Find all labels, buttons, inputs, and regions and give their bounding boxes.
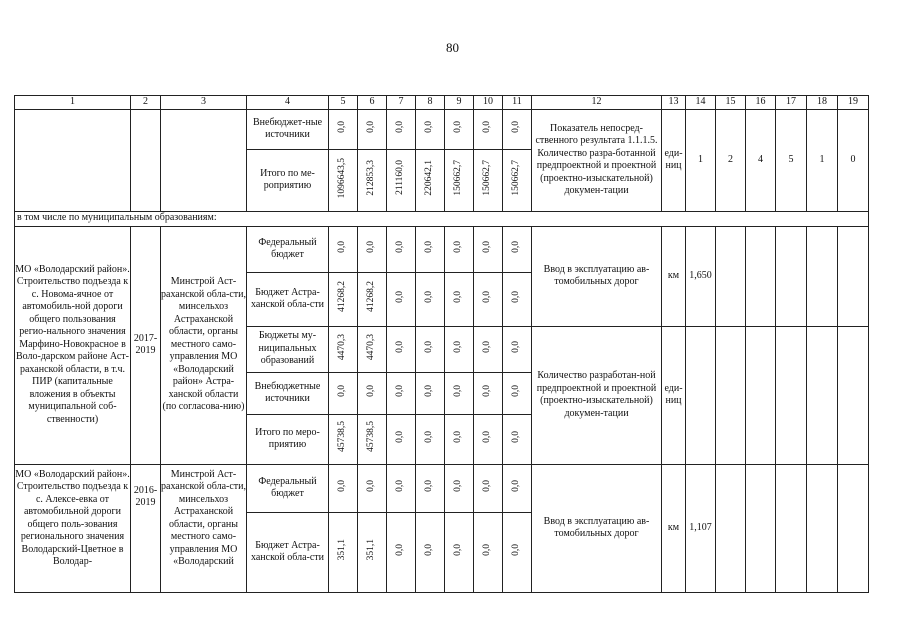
value-cell: 351,1 [329,512,358,592]
unit-cell: еди-ниц [662,326,686,464]
col-header: 2 [131,96,161,110]
object-cell: МО «Володарский район». Строительство подъезда к с. Новома-ячное от автомобиль-ной дороги общего пользования регио-нального значения Марфино-Новокрасное в Воло-дарском районе Аст-раханской области, в т.ч. ПИР (капитальные вложения в объекты муниципальной соб-ственности) [15,226,131,464]
col-header: 5 [329,96,358,110]
empty-cell [838,464,869,592]
value-cell: 0,0 [503,272,532,326]
value-cell: 0,0 [474,226,503,272]
value-cell: 0,0 [416,372,445,414]
indicator-cell: Количество разработан-ной предпроектной и проектной (проектно-изыскательной) докумен-тации [532,326,662,464]
source-cell: Внебюджетные источники [247,372,329,414]
empty-cell [807,226,838,326]
table-row [15,464,869,512]
value-cell: 45738,5 [329,414,358,464]
target-cell: 1 [807,109,838,211]
col-header: 14 [686,96,716,110]
table-row [15,226,869,272]
empty-cell [838,226,869,326]
value-cell: 0,0 [358,372,387,414]
value-cell: 0,0 [387,464,416,512]
value-cell: 41268,2 [329,272,358,326]
value-cell: 0,0 [445,109,474,149]
unit-cell: км [662,226,686,326]
value-cell: 0,0 [387,414,416,464]
value-cell: 0,0 [329,464,358,512]
value-cell: 4470,3 [358,326,387,372]
value-cell: 0,0 [329,372,358,414]
empty-cell [776,226,807,326]
value-cell: 0,0 [474,109,503,149]
empty-cell [746,326,776,464]
value-cell: 351,1 [358,512,387,592]
value-cell: 0,0 [416,109,445,149]
empty-cell [716,326,746,464]
unit-cell: км [662,464,686,592]
col-header: 7 [387,96,416,110]
indicator-cell: Ввод в эксплуатацию ав-томобильных дорог [532,464,662,592]
col-header: 1 [15,96,131,110]
source-cell: Бюджеты му-ниципальных образований [247,326,329,372]
value-cell: 0,0 [358,464,387,512]
value-cell: 220642,1 [416,149,445,211]
source-cell: Бюджет Астра-ханской обла-сти [247,512,329,592]
value-cell: 0,0 [503,109,532,149]
value-cell: 0,0 [329,226,358,272]
target-cell: 1,650 [686,226,716,326]
value-cell: 0,0 [503,372,532,414]
value-cell: 0,0 [474,272,503,326]
value-cell: 0,0 [416,272,445,326]
value-cell: 0,0 [445,272,474,326]
years-cell: 2016-2019 [131,464,161,592]
empty-cell [807,464,838,592]
years-cell: 2017-2019 [131,226,161,464]
col-header: 15 [716,96,746,110]
empty-cell [746,464,776,592]
empty-cell [686,326,716,464]
value-cell: 0,0 [503,226,532,272]
empty-cell [716,464,746,592]
source-cell: Внебюджет-ные источники [247,109,329,149]
value-cell: 0,0 [474,464,503,512]
section-label-row [15,211,869,226]
col-header: 6 [358,96,387,110]
indicator-cell: Ввод в эксплуатацию ав-томобильных дорог [532,226,662,326]
value-cell: 212853,3 [358,149,387,211]
target-cell: 0 [838,109,869,211]
target-cell: 5 [776,109,807,211]
value-cell: 0,0 [474,372,503,414]
target-cell: 2 [716,109,746,211]
col-header: 18 [807,96,838,110]
executor-cell: Минстрой Аст-раханской обла-сти, минсельхоз Астраханской области, органы местного само-управления МО «Володарский район» Астра-ханской области (по согласова-нию) [161,226,247,464]
value-cell: 0,0 [416,512,445,592]
value-cell: 0,0 [503,326,532,372]
value-cell: 0,0 [503,512,532,592]
value-cell: 4470,3 [329,326,358,372]
value-cell: 150662,7 [445,149,474,211]
col-header: 11 [503,96,532,110]
empty-cell [838,326,869,464]
value-cell: 211160,0 [387,149,416,211]
municipal-label: в том числе по муниципальным образованиям: [15,211,869,226]
indicator-cell: Показатель непосред-ственного результата 1.1.1.5. Количество разра-ботанной предпроектной и проектной (проектно-изыскательной) докумен-тации [532,109,662,211]
target-cell: 1 [686,109,716,211]
empty-cell [161,109,247,211]
source-cell: Итого по ме-роприятию [247,149,329,211]
executor-cell: Минстрой Аст-раханской обла-сти, минсельхоз Астраханской области, органы местного само-управления МО «Володарский [161,464,247,592]
source-cell: Бюджет Астра-ханской обла-сти [247,272,329,326]
unit-cell: еди-ниц [662,109,686,211]
page-number: 80 [446,40,459,55]
col-header: 12 [532,96,662,110]
empty-cell [776,464,807,592]
empty-cell [776,326,807,464]
object-cell: МО «Володарский район». Строительство подъезда к с. Алексе-евка от автомобильной дороги общего поль-зования регионального значения Володарский-Цветное в Володар- [15,464,131,592]
value-cell: 0,0 [416,414,445,464]
value-cell: 0,0 [387,109,416,149]
value-cell: 0,0 [474,326,503,372]
value-cell: 0,0 [387,226,416,272]
value-cell: 0,0 [387,326,416,372]
empty-cell [746,226,776,326]
col-header: 10 [474,96,503,110]
value-cell: 0,0 [416,226,445,272]
source-cell: Итого по меро-приятию [247,414,329,464]
value-cell: 0,0 [358,109,387,149]
value-cell: 0,0 [445,372,474,414]
value-cell: 0,0 [416,326,445,372]
source-cell: Федеральный бюджет [247,464,329,512]
col-header: 19 [838,96,869,110]
value-cell: 0,0 [387,372,416,414]
value-cell: 0,0 [387,512,416,592]
target-cell: 4 [746,109,776,211]
target-cell: 1,107 [686,464,716,592]
value-cell: 0,0 [445,512,474,592]
budget-table [14,95,869,593]
value-cell: 0,0 [445,414,474,464]
empty-cell [807,326,838,464]
col-header: 3 [161,96,247,110]
empty-cell [15,109,131,211]
col-header: 17 [776,96,807,110]
value-cell: 0,0 [474,414,503,464]
value-cell: 0,0 [445,326,474,372]
value-cell: 0,0 [416,464,445,512]
value-cell: 0,0 [503,464,532,512]
value-cell: 150662,7 [503,149,532,211]
col-header: 8 [416,96,445,110]
value-cell: 0,0 [474,512,503,592]
empty-cell [716,226,746,326]
table-row [15,109,869,149]
col-header: 9 [445,96,474,110]
value-cell: 41268,2 [358,272,387,326]
col-header: 4 [247,96,329,110]
value-cell: 0,0 [387,272,416,326]
value-cell: 0,0 [503,414,532,464]
value-cell: 0,0 [358,226,387,272]
col-header: 16 [746,96,776,110]
value-cell: 45738,5 [358,414,387,464]
value-cell: 0,0 [445,226,474,272]
value-cell: 150662,7 [474,149,503,211]
value-cell: 0,0 [445,464,474,512]
empty-cell [131,109,161,211]
column-number-row [15,96,869,110]
value-cell: 1096643,5 [329,149,358,211]
value-cell: 0,0 [329,109,358,149]
col-header: 13 [662,96,686,110]
source-cell: Федеральный бюджет [247,226,329,272]
